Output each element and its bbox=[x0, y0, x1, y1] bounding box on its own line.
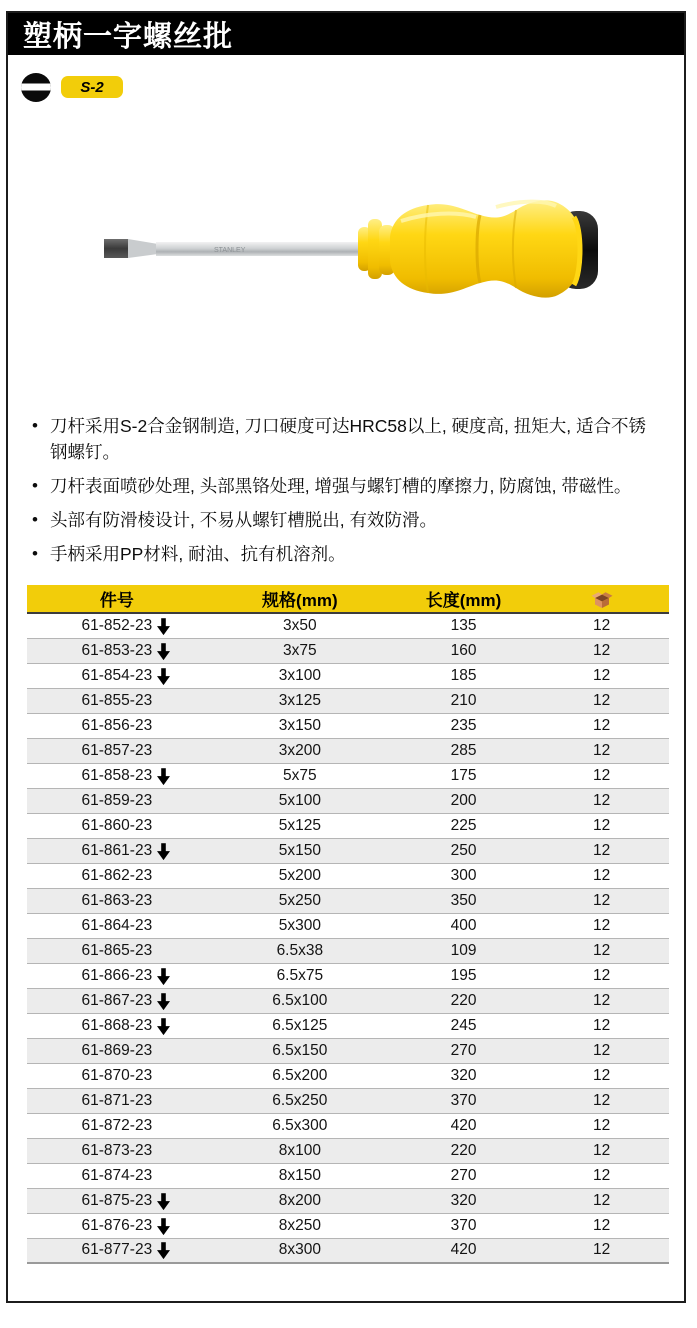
part-number: 61-865-23 bbox=[81, 941, 153, 959]
spec-cell: 6.5x100 bbox=[272, 991, 328, 1009]
table-row bbox=[27, 1238, 669, 1263]
part-number-cell bbox=[27, 688, 207, 713]
part-number-cell bbox=[27, 1163, 207, 1188]
down-arrow-icon bbox=[157, 1242, 170, 1259]
table-row bbox=[27, 663, 669, 688]
spec-cell: 5x100 bbox=[278, 791, 321, 809]
steel-grade-label: S-2 bbox=[80, 78, 104, 96]
table-row bbox=[27, 688, 669, 713]
pack-qty-cell: 12 bbox=[592, 791, 611, 809]
length-cell: 109 bbox=[450, 941, 477, 959]
table-row bbox=[27, 738, 669, 763]
col-header-pack-qty bbox=[534, 585, 669, 613]
down-arrow-icon bbox=[157, 843, 170, 860]
part-number-cell bbox=[27, 1188, 207, 1213]
part-number-cell bbox=[27, 663, 207, 688]
spec-cell: 6.5x300 bbox=[272, 1116, 328, 1134]
part-number: 61-876-23 bbox=[82, 1217, 153, 1235]
length-cell: 300 bbox=[450, 866, 477, 884]
part-number: 61-856-23 bbox=[81, 716, 153, 734]
spec-cell: 6.5x200 bbox=[272, 1066, 328, 1084]
length-cell: 160 bbox=[450, 641, 477, 659]
spec-cell: 8x150 bbox=[278, 1166, 321, 1184]
table-row bbox=[27, 1138, 669, 1163]
pack-qty-cell: 12 bbox=[592, 991, 611, 1009]
table-row bbox=[27, 938, 669, 963]
slot-bar bbox=[21, 84, 51, 91]
length-cell: 245 bbox=[450, 1016, 477, 1034]
spec-cell: 6.5x125 bbox=[272, 1016, 328, 1034]
length-cell: 320 bbox=[450, 1191, 477, 1209]
down-arrow-icon bbox=[157, 1018, 170, 1035]
length-cell: 220 bbox=[450, 1141, 477, 1159]
part-number-cell bbox=[27, 863, 207, 888]
part-number: 61-855-23 bbox=[81, 691, 153, 709]
spec-cell: 6.5x75 bbox=[276, 966, 324, 984]
spec-cell: 5x300 bbox=[278, 916, 321, 934]
down-arrow-icon bbox=[157, 768, 170, 785]
carton-box-icon bbox=[590, 591, 614, 608]
spec-cell: 6.5x150 bbox=[272, 1041, 328, 1059]
pack-qty-cell: 12 bbox=[592, 816, 611, 834]
part-number: 61-867-23 bbox=[82, 992, 153, 1010]
length-cell: 285 bbox=[450, 741, 477, 759]
part-number-cell bbox=[27, 1063, 207, 1088]
part-number-cell bbox=[27, 713, 207, 738]
down-arrow-icon bbox=[157, 968, 170, 985]
part-number-cell bbox=[27, 1088, 207, 1113]
table-row bbox=[27, 988, 669, 1013]
feature-text: 刀杆表面喷砂处理, 头部黑铬处理, 增强与螺钉槽的摩擦力, 防腐蚀, 带磁性。 bbox=[50, 476, 632, 496]
screwdriver-illustration bbox=[96, 191, 606, 313]
pack-qty-cell: 12 bbox=[592, 716, 611, 734]
part-number-cell bbox=[27, 963, 207, 988]
pack-qty-cell: 12 bbox=[592, 1141, 611, 1159]
part-number-cell bbox=[27, 913, 207, 938]
table-row bbox=[27, 638, 669, 663]
length-cell: 225 bbox=[450, 816, 477, 834]
spec-cell: 5x75 bbox=[283, 766, 317, 784]
spec-cell: 5x150 bbox=[278, 841, 321, 859]
spec-cell: 3x75 bbox=[283, 641, 317, 659]
feature-item bbox=[32, 507, 662, 533]
part-number-cell bbox=[27, 638, 207, 663]
pack-qty-cell: 12 bbox=[592, 916, 611, 934]
product-image bbox=[96, 191, 606, 318]
part-number-cell bbox=[27, 888, 207, 913]
length-cell: 270 bbox=[450, 1041, 477, 1059]
length-cell: 420 bbox=[450, 1116, 477, 1134]
pack-qty-cell: 12 bbox=[592, 1091, 611, 1109]
catalog-page bbox=[6, 11, 686, 1303]
down-arrow-icon bbox=[157, 1218, 170, 1235]
col-header-part-number: 件号 bbox=[27, 585, 207, 613]
bullet-dot: • bbox=[32, 416, 38, 435]
part-number: 61-875-23 bbox=[82, 1192, 153, 1210]
slotted-tip-icon bbox=[21, 73, 51, 102]
part-number: 61-854-23 bbox=[82, 667, 153, 685]
part-number-cell bbox=[27, 1038, 207, 1063]
length-cell: 195 bbox=[450, 966, 477, 984]
length-cell: 135 bbox=[450, 616, 477, 634]
feature-item bbox=[32, 413, 662, 465]
part-number: 61-862-23 bbox=[81, 866, 153, 884]
down-arrow-icon bbox=[157, 668, 170, 685]
length-cell: 350 bbox=[450, 891, 477, 909]
part-number: 61-858-23 bbox=[82, 767, 153, 785]
bullet-dot: • bbox=[32, 476, 38, 495]
part-number-cell bbox=[27, 1138, 207, 1163]
length-cell: 250 bbox=[450, 841, 477, 859]
length-cell: 400 bbox=[450, 916, 477, 934]
parts-table-header-row bbox=[27, 585, 669, 613]
table-row bbox=[27, 713, 669, 738]
down-arrow-icon bbox=[157, 643, 170, 660]
part-number-cell bbox=[27, 613, 207, 638]
feature-text: 手柄采用PP材料, 耐油、抗有机溶剂。 bbox=[50, 544, 346, 564]
length-cell: 320 bbox=[450, 1066, 477, 1084]
part-number: 61-873-23 bbox=[81, 1141, 153, 1159]
pack-qty-cell: 12 bbox=[592, 1041, 611, 1059]
pack-qty-cell: 12 bbox=[592, 1241, 611, 1259]
spec-cell: 8x300 bbox=[278, 1241, 321, 1259]
table-row bbox=[27, 913, 669, 938]
col-header-length: 长度(mm) bbox=[393, 585, 534, 613]
spec-cell: 8x250 bbox=[278, 1216, 321, 1234]
parts-table-section bbox=[27, 585, 669, 1264]
spec-cell: 3x125 bbox=[278, 691, 321, 709]
down-arrow-icon bbox=[157, 1193, 170, 1210]
length-cell: 220 bbox=[450, 991, 477, 1009]
part-number-cell bbox=[27, 1113, 207, 1138]
feature-item bbox=[32, 473, 662, 499]
spec-cell: 3x100 bbox=[278, 666, 321, 684]
pack-qty-cell: 12 bbox=[592, 1066, 611, 1084]
parts-table-body bbox=[27, 613, 669, 1263]
part-number: 61-852-23 bbox=[82, 617, 153, 635]
part-number-cell bbox=[27, 838, 207, 863]
col-header-spec: 规格(mm) bbox=[207, 585, 393, 613]
pack-qty-cell: 12 bbox=[592, 766, 611, 784]
table-row bbox=[27, 838, 669, 863]
table-row bbox=[27, 888, 669, 913]
table-row bbox=[27, 1213, 669, 1238]
part-number: 61-861-23 bbox=[82, 842, 153, 860]
part-number-cell bbox=[27, 813, 207, 838]
pack-qty-cell: 12 bbox=[592, 691, 611, 709]
part-number-cell bbox=[27, 788, 207, 813]
part-number: 61-853-23 bbox=[82, 642, 153, 660]
part-number: 61-868-23 bbox=[82, 1017, 153, 1035]
feature-text: 头部有防滑棱设计, 不易从螺钉槽脱出, 有效防滑。 bbox=[50, 510, 437, 530]
table-row bbox=[27, 963, 669, 988]
length-cell: 235 bbox=[450, 716, 477, 734]
page-title: 塑柄一字螺丝批 bbox=[23, 20, 234, 53]
pack-qty-cell: 12 bbox=[592, 891, 611, 909]
shaft-brand-text: STANLEY bbox=[214, 247, 246, 254]
steel-grade-badge bbox=[61, 76, 123, 98]
part-number: 61-874-23 bbox=[81, 1166, 153, 1184]
spec-cell: 3x50 bbox=[283, 616, 317, 634]
length-cell: 210 bbox=[450, 691, 477, 709]
part-number: 61-857-23 bbox=[81, 741, 153, 759]
bullet-dot: • bbox=[32, 510, 38, 529]
table-row bbox=[27, 1063, 669, 1088]
part-number-cell bbox=[27, 938, 207, 963]
spec-cell: 6.5x250 bbox=[272, 1091, 328, 1109]
feature-list bbox=[32, 413, 662, 575]
down-arrow-icon bbox=[157, 993, 170, 1010]
length-cell: 175 bbox=[450, 766, 477, 784]
part-number: 61-860-23 bbox=[81, 816, 153, 834]
part-number-cell bbox=[27, 1213, 207, 1238]
table-row bbox=[27, 613, 669, 638]
part-number: 61-869-23 bbox=[81, 1041, 153, 1059]
part-number: 61-863-23 bbox=[81, 891, 153, 909]
pack-qty-cell: 12 bbox=[592, 1166, 611, 1184]
feature-item bbox=[32, 541, 662, 567]
part-number: 61-872-23 bbox=[81, 1116, 153, 1134]
feature-text: 刀杆采用S-2合金钢制造, 刀口硬度可达HRC58以上, 硬度高, 扭矩大, 适合不锈钢螺钉。 bbox=[50, 416, 647, 462]
pack-qty-cell: 12 bbox=[592, 616, 611, 634]
spec-cell: 5x250 bbox=[278, 891, 321, 909]
pack-qty-cell: 12 bbox=[592, 741, 611, 759]
spec-cell: 5x125 bbox=[278, 816, 321, 834]
spec-cell: 5x200 bbox=[278, 866, 321, 884]
part-number-cell bbox=[27, 763, 207, 788]
table-row bbox=[27, 1038, 669, 1063]
table-row bbox=[27, 1088, 669, 1113]
length-cell: 200 bbox=[450, 791, 477, 809]
table-row bbox=[27, 813, 669, 838]
part-number-cell bbox=[27, 1238, 207, 1263]
parts-table bbox=[27, 585, 669, 1264]
table-row bbox=[27, 1188, 669, 1213]
part-number: 61-864-23 bbox=[81, 916, 153, 934]
part-number: 61-871-23 bbox=[81, 1091, 153, 1109]
pack-qty-cell: 12 bbox=[592, 1191, 611, 1209]
table-row bbox=[27, 1013, 669, 1038]
spec-cell: 6.5x38 bbox=[276, 941, 324, 959]
pack-qty-cell: 12 bbox=[592, 866, 611, 884]
pack-qty-cell: 12 bbox=[592, 1116, 611, 1134]
badge-row bbox=[21, 72, 123, 102]
length-cell: 370 bbox=[450, 1216, 477, 1234]
table-row bbox=[27, 1163, 669, 1188]
part-number-cell bbox=[27, 1013, 207, 1038]
bullet-dot: • bbox=[32, 544, 38, 563]
pack-qty-cell: 12 bbox=[592, 666, 611, 684]
part-number: 61-877-23 bbox=[82, 1241, 153, 1259]
part-number-cell bbox=[27, 738, 207, 763]
pack-qty-cell: 12 bbox=[592, 1216, 611, 1234]
part-number-cell bbox=[27, 988, 207, 1013]
pack-qty-cell: 12 bbox=[592, 641, 611, 659]
length-cell: 370 bbox=[450, 1091, 477, 1109]
spec-cell: 8x200 bbox=[278, 1191, 321, 1209]
down-arrow-icon bbox=[157, 618, 170, 635]
spec-cell: 8x100 bbox=[278, 1141, 321, 1159]
pack-qty-cell: 12 bbox=[592, 966, 611, 984]
length-cell: 270 bbox=[450, 1166, 477, 1184]
part-number: 61-859-23 bbox=[81, 791, 153, 809]
pack-qty-cell: 12 bbox=[592, 941, 611, 959]
spec-cell: 3x150 bbox=[278, 716, 321, 734]
part-number: 61-870-23 bbox=[81, 1066, 153, 1084]
length-cell: 420 bbox=[450, 1241, 477, 1259]
table-row bbox=[27, 788, 669, 813]
table-row bbox=[27, 763, 669, 788]
table-row bbox=[27, 863, 669, 888]
spec-cell: 3x200 bbox=[278, 741, 321, 759]
part-number: 61-866-23 bbox=[82, 967, 153, 985]
page-title-bar bbox=[8, 13, 684, 55]
table-row bbox=[27, 1113, 669, 1138]
pack-qty-cell: 12 bbox=[592, 1016, 611, 1034]
pack-qty-cell: 12 bbox=[592, 841, 611, 859]
length-cell: 185 bbox=[450, 666, 477, 684]
